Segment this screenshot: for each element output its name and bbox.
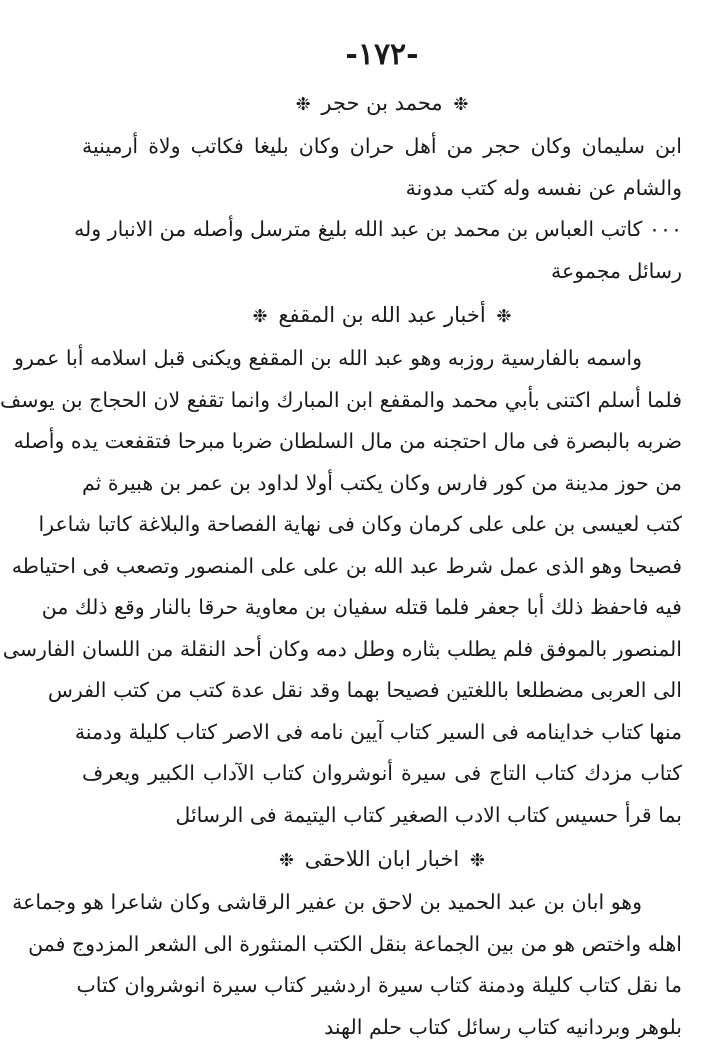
text-line: اهله واختص هو من بين الجماعة بنقل الكتب المنثورة الى الشعر المزدوج فمن xyxy=(28,931,682,956)
section-heading-text: محمد بن حجر xyxy=(321,91,443,115)
text-line: ما نقل كتاب كليلة ودمنة كتاب سيرة اردشير كتاب سيرة انوشروان كتاب xyxy=(76,973,682,997)
text-line: من حوز مدينة من كور فارس وكان يكتب أولا لداود بن عمر بن هبيرة ثم xyxy=(82,470,682,495)
page-number: -١٧٢- xyxy=(345,37,419,72)
ornament-icon: ❉ xyxy=(453,94,469,115)
book-page xyxy=(0,30,682,1039)
section-heading-text: أخبار عبد الله بن المقفع xyxy=(278,303,486,327)
text-line: فصيحا وهو الذى عمل شرط عبد الله بن على على المنصور وتصعب فى احتياطه xyxy=(11,553,682,578)
text-line: منها كتاب خداينامه فى السير كتاب آيين نامه فى الاصر كتاب كليلة ودمنة xyxy=(74,719,682,744)
ornament-icon: ❉ xyxy=(496,306,512,327)
section-heading-muhammad-ibn-hajar xyxy=(82,80,682,126)
section-heading-ibn-al-muqaffa xyxy=(82,292,682,338)
text-line: كتب لعيسى بن على على كرمان وكان فى نهاية الفصاحة والبلاغة كاتبا شاعرا xyxy=(38,512,682,536)
text-line: الى العربى مضطلعا باللغتين فصيحا بهما وقد نقل عدة كتب من كتب الفرس xyxy=(47,678,682,702)
text-line: ٠٠٠ كاتب العباس بن محمد بن عبد الله بليغ مترسل وأصله من الانبار وله xyxy=(74,217,682,241)
text-line: رسائل مجموعة xyxy=(551,258,682,283)
text-line: ضربه بالبصرة فى مال احتجنه من مال السلطان ضربا مبرحا فتقفعت يده وأصله xyxy=(13,429,682,453)
text-line: فيه فاحفظ ذلك أبا جعفر فلما قتله سفيان بن معاوية حرقا بالنار وقع ذلك من xyxy=(41,595,682,619)
section-heading-aban-al-lahiqi xyxy=(82,836,682,882)
text-line: فلما أسلم اكتنى بأبي محمد والمقفع ابن المبارك وانما تقفع لان الحجاج بن يوسف xyxy=(0,387,682,412)
text-line: وهو ابان بن عبد الحميد بن لاحق بن عفير الرقاشى وكان شاعرا هو وجماعة xyxy=(12,890,642,914)
ornament-icon: ❉ xyxy=(295,94,311,115)
ornament-icon: ❉ xyxy=(279,850,295,871)
ornament-icon: ❉ xyxy=(469,850,485,871)
text-line: ابن سليمان وكان حجر من أهل حران وكان بليغا فكاتب ولاة أرمينية xyxy=(82,134,682,158)
section-heading-text: اخبار ابان اللاحقى xyxy=(304,847,460,871)
text-line: بلوهر وبردانيه كتاب رسائل كتاب حلم الهند xyxy=(324,1014,682,1039)
ornament-icon: ❉ xyxy=(252,306,268,327)
text-line: بما قرأ حسيس كتاب الادب الصغير كتاب اليتيمة فى الرسائل xyxy=(175,802,682,827)
text-line: واسمه بالفارسية روزبه وهو عبد الله بن المقفع ويكنى قبل اسلامه أبا عمرو xyxy=(14,346,642,370)
text-line: كتاب مزدك كتاب التاج فى سيرة أنوشروان كتاب الآداب الكبير ويعرف xyxy=(82,761,682,785)
text-line: والشام عن نفسه وله كتب مدونة xyxy=(405,175,682,200)
text-line: المنصور بالموفق فلم يطلب بثاره وطل دمه وكان أحد النقلة من اللسان الفارسى xyxy=(2,636,682,661)
